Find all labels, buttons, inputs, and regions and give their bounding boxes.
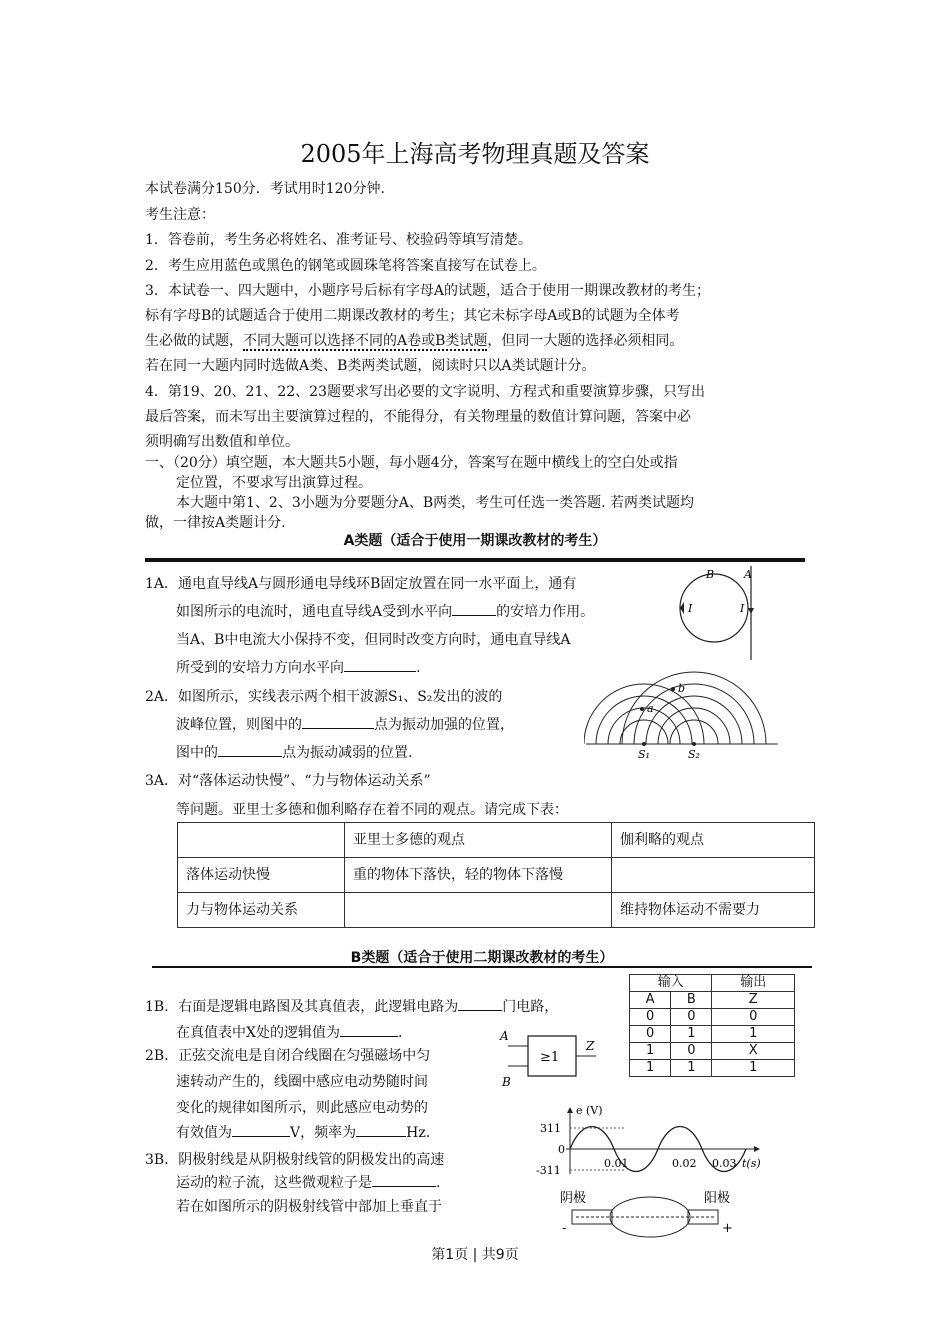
table-cell: 1 — [712, 1026, 795, 1043]
answer-blank[interactable] — [232, 1122, 290, 1137]
comparison-table — [177, 822, 815, 928]
answer-blank[interactable] — [340, 1022, 398, 1037]
arrow-icon — [567, 1107, 573, 1113]
table-cell: 0 — [671, 1009, 712, 1026]
table-cell: 1 — [671, 1026, 712, 1043]
arrow-icon — [754, 1146, 760, 1152]
text-part: 门电路， — [502, 999, 559, 1015]
or-gate-figure — [496, 1024, 608, 1090]
note: 须明确写出数值和单位。 — [145, 434, 299, 450]
anode-label: 阳极 — [704, 1191, 731, 1206]
emf-sine-graph — [536, 1104, 768, 1184]
table-cell: 维持物体运动不需要力 — [612, 893, 815, 928]
question-text: 3A．对“落体运动快慢”、“力与物体运动关系” — [145, 773, 431, 789]
page-title: 2005年上海高考物理真题及答案 — [300, 140, 650, 168]
wire-ring-figure — [676, 562, 776, 662]
table-cell: 0 — [630, 1009, 671, 1026]
label-A: A — [744, 568, 752, 581]
x-axis-label: t(s) — [742, 1157, 761, 1170]
question-text — [176, 714, 514, 734]
text-part: . — [436, 1175, 441, 1191]
table-header: 亚里士多德的观点 — [345, 823, 612, 858]
section-text: 本大题中第1、2、3小题为分要题分A、B两类，考生可任选一类答题. 若两类试题均 — [176, 495, 695, 511]
source-S1 — [642, 742, 646, 746]
intro-line: 考生注意： — [145, 207, 215, 223]
tick-label: 0.02 — [672, 1157, 697, 1170]
label-Z: Z — [586, 1039, 595, 1053]
label-B: B — [502, 1075, 511, 1089]
section-b-heading: B类题（适合于使用二期课改教材的考生） — [350, 950, 614, 966]
table-cell: 1 — [630, 1060, 671, 1077]
table-row — [630, 975, 795, 992]
label-S2: S₂ — [688, 748, 700, 761]
note: 2．考生应用蓝色或黑色的钢笔或圆珠笔将答案直接写在试卷上。 — [145, 258, 546, 274]
section-a-heading: A类题（适合于使用一期课改教材的考生） — [343, 533, 607, 549]
note-emphasis: 不同大题可以选择不同的A卷或B类试题 — [243, 333, 488, 349]
question-text: 2A．如图所示，实线表示两个相干波源S₁、S₂发出的波的 — [145, 689, 503, 705]
question-text: 等问题。亚里士多德和伽利略存在着不同的观点。请完成下表： — [176, 802, 568, 818]
answer-blank[interactable] — [218, 742, 282, 757]
question-text: 速转动产生的，线圈中感应电动势随时间 — [176, 1074, 428, 1090]
tick-label: 0 — [558, 1143, 565, 1156]
wave-crests — [584, 672, 766, 744]
table-cell: 重的物体下落快，轻的物体下落慢 — [345, 858, 612, 893]
answer-blank[interactable] — [452, 601, 496, 616]
question-text: 2B．正弦交流电是自闭合线圈在匀强磁场中匀 — [145, 1048, 431, 1064]
table-cell: 0 — [671, 1043, 712, 1060]
text-part: Hz. — [406, 1125, 431, 1141]
note: 若在同一大题内同时选做A类、B类两类试题，阅读时只以A类试题计分。 — [145, 358, 596, 374]
table-row — [178, 858, 815, 893]
tick-label: 0.03 — [712, 1157, 737, 1170]
label-B: B — [706, 568, 715, 581]
point-b — [671, 687, 675, 691]
label-b: b — [678, 682, 686, 695]
text-part: 图中的 — [176, 745, 218, 761]
point-a — [640, 707, 644, 711]
question-text: 变化的规律如图所示，则此感应电动势的 — [176, 1100, 428, 1116]
question-text — [176, 601, 594, 621]
table-row — [630, 1026, 795, 1043]
text-part: 的安培力作用。 — [496, 604, 595, 620]
note: 1．答卷前，考生务必将姓名、准考证号、校验码等填写清楚。 — [145, 232, 532, 248]
question-text — [176, 1022, 402, 1042]
text-part: 如图所示的电流时，通电直导线A受到水平向 — [176, 604, 453, 620]
tick-label: -311 — [536, 1164, 561, 1177]
note: 3．本试卷一、四大题中，小题序号后标有字母A的试题，适合于使用一期课改教材的考生； — [145, 283, 711, 299]
y-axis-label: e (V) — [576, 1104, 603, 1117]
table-cell-blank[interactable] — [612, 858, 815, 893]
table-row — [630, 1060, 795, 1077]
question-text — [176, 1172, 440, 1192]
question-text: 若在如图所示的阴极射线管中部加上垂直于 — [176, 1199, 442, 1215]
note-part: 生必做的试题， — [145, 333, 243, 349]
text-part: 点为振动加强的位置， — [374, 717, 514, 733]
cathode-ray-tube-figure — [556, 1186, 756, 1244]
answer-blank[interactable] — [372, 1172, 436, 1187]
table-row — [630, 1009, 795, 1026]
question-text: 当A、B中电流大小保持不变，但同时改变方向时，通电直导线A — [176, 632, 571, 648]
table-row — [178, 823, 815, 858]
table-row — [178, 893, 815, 928]
intro-line: 本试卷满分150分．考试用时120分钟． — [145, 181, 395, 197]
text-part: . — [397, 1025, 403, 1041]
table-cell-blank[interactable] — [345, 893, 612, 928]
answer-blank[interactable] — [458, 996, 502, 1011]
table-cell: 0 — [712, 1009, 795, 1026]
label-S1: S₁ — [638, 748, 650, 761]
question-text — [176, 1122, 430, 1142]
note — [145, 330, 683, 350]
text-part: 1B．右面是逻辑电路图及其真值表，此逻辑电路为 — [145, 999, 459, 1015]
section-text: 定位置，不要求写出演算过程。 — [176, 475, 372, 491]
table-cell: Z — [712, 992, 795, 1009]
note: 4．第19、20、21、22、23题要求写出必要的文字说明、方程式和重要演算步骤，只写出 — [145, 384, 705, 400]
note-part: ，但同一大题的选择必须相同。 — [487, 333, 684, 349]
label-I: I — [688, 602, 693, 615]
answer-blank[interactable] — [302, 714, 374, 729]
note: 标有字母B的试题适合于使用二期课改教材的考生；其它未标字母A或B的试题为全体考 — [145, 308, 680, 324]
cathode-label: 阴极 — [560, 1191, 587, 1206]
table-cell: A — [630, 992, 671, 1009]
text-part: V，频率为 — [290, 1125, 357, 1141]
table-cell: 1 — [630, 1043, 671, 1060]
question-text — [145, 996, 558, 1016]
table-cell: B — [671, 992, 712, 1009]
section-text: 做，一律按A类题计分. — [145, 515, 286, 531]
table-cell: 落体运动快慢 — [178, 858, 345, 893]
table-cell: 0 — [630, 1026, 671, 1043]
table-header: 输出 — [712, 975, 795, 992]
wave-interference-figure — [584, 668, 780, 764]
divider — [152, 966, 812, 968]
table-row — [630, 1043, 795, 1060]
tick-label: 311 — [540, 1122, 561, 1135]
section-text: 一、（20分）填空题，本大题共5小题，每小题4分，答案写在题中横线上的空白处或指 — [145, 455, 678, 471]
table-cell: 1 — [671, 1060, 712, 1077]
plus-sign: + — [722, 1221, 733, 1236]
question-text: 3B．阴极射线是从阴极射线管的阴极发出的高速 — [145, 1152, 445, 1168]
question-text — [176, 657, 420, 677]
minus-sign: - — [562, 1221, 567, 1236]
table-cell — [178, 823, 345, 858]
text-part: . — [416, 660, 421, 676]
table-header: 伽利略的观点 — [612, 823, 815, 858]
gate-symbol: ≥1 — [540, 1050, 560, 1065]
truth-table — [629, 974, 795, 1077]
answer-blank[interactable] — [344, 657, 416, 672]
note: 最后答案，而未写出主要演算过程的，不能得分，有关物理量的数值计算问题，答案中必 — [145, 409, 691, 425]
answer-blank[interactable] — [356, 1122, 406, 1137]
text-part: 在真值表中X处的逻辑值为 — [176, 1025, 340, 1041]
label-A: A — [500, 1029, 509, 1043]
table-cell: 力与物体运动关系 — [178, 893, 345, 928]
question-text: 1A．通电直导线A与圆形通电导线环B固定放置在同一水平面上，通有 — [145, 576, 577, 592]
label-I: I — [740, 602, 745, 615]
question-text — [176, 742, 412, 762]
text-part: 波峰位置，则图中的 — [176, 717, 302, 733]
table-header: 输入 — [630, 975, 712, 992]
table-cell: X — [712, 1043, 795, 1060]
arrow-icon — [748, 608, 754, 614]
label-a: a — [647, 702, 654, 715]
text-part: 所受到的安培力方向水平向 — [176, 660, 344, 676]
table-row — [630, 992, 795, 1009]
tick-label: 0.01 — [604, 1157, 629, 1170]
text-part: 运动的粒子流，这些微观粒子是 — [176, 1175, 372, 1191]
text-part: 有效值为 — [176, 1125, 232, 1141]
page-footer: 第1页 | 共9页 — [431, 1247, 519, 1263]
table-cell: 1 — [712, 1060, 795, 1077]
text-part: 点为振动减弱的位置. — [282, 745, 413, 761]
source-S2 — [692, 742, 696, 746]
